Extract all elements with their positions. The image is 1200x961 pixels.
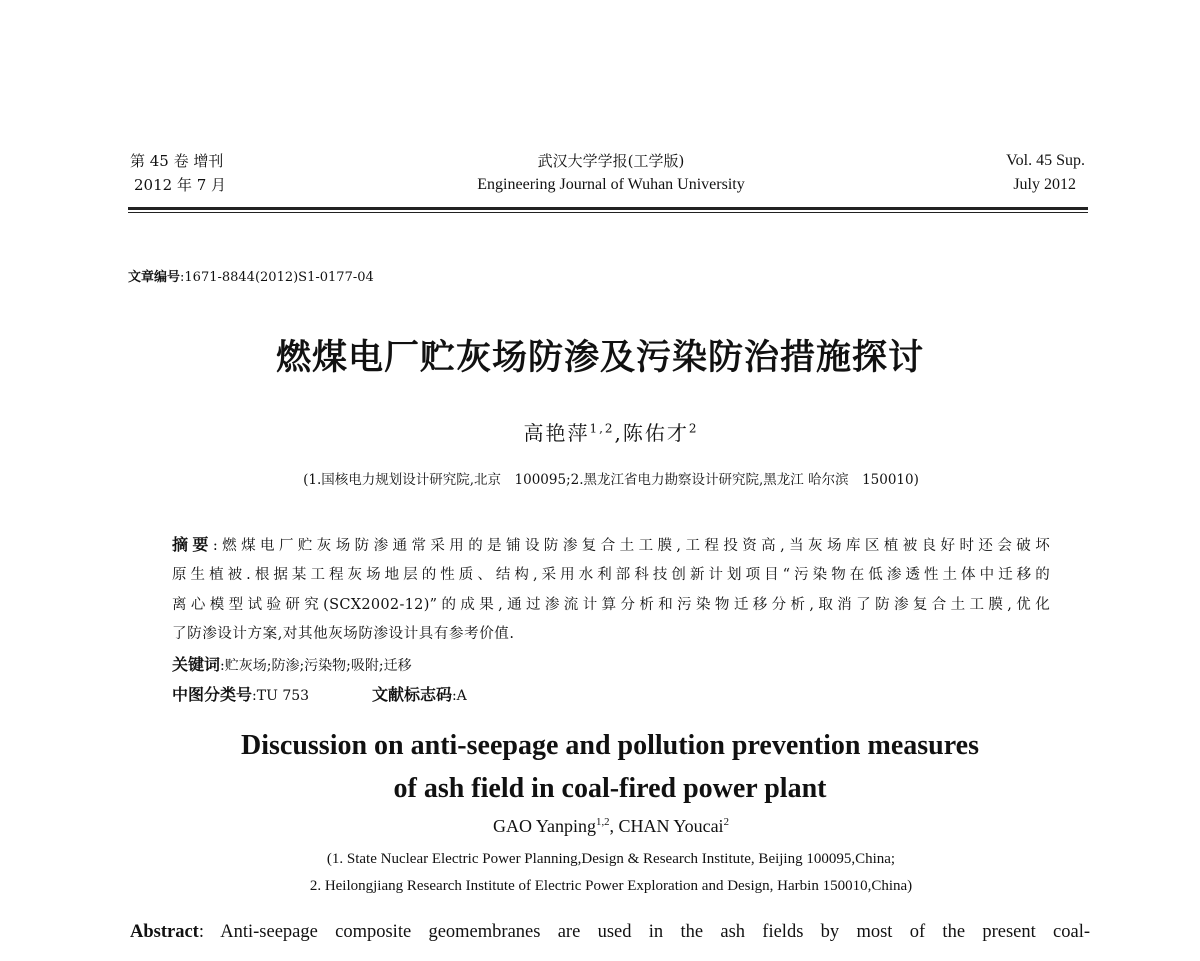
keywords-label: 关键词 — [172, 655, 221, 674]
classification-value: :TU 753 — [252, 688, 310, 704]
article-number — [128, 266, 374, 285]
cn-abstract-line-1 — [172, 532, 1050, 555]
author-2-affil: 2 — [688, 421, 699, 436]
author-2: 陈佑才 — [622, 421, 689, 445]
en-affiliation-line-1: (1. State Nuclear Electric Power Planning,Design & Research Institute, Beijing 100095,China; — [326, 851, 896, 867]
cn-abstract-line-3: 离心模型试验研究(SCX2002-12)”的成果,通过渗流计算分析和污染物迁移分析,取消了防渗复合土工膜,优化 — [172, 597, 1050, 613]
article-number-label: 文章编号 — [128, 270, 181, 285]
en-affiliation-line-2: 2. Heilongjiang Research Institute of Electric Power Exploration and Design, Harbin 150010,China) — [309, 878, 913, 894]
document-code-label: 文献标志码 — [371, 685, 452, 704]
article-number-value: :1671-8844(2012)S1-0177-04 — [180, 270, 374, 285]
keywords-value: :贮灰场;防渗;污染物;吸附;迁移 — [220, 658, 412, 674]
en-title-line-2: of ash field in coal-fired power plant — [393, 773, 827, 804]
en-abstract-line-1 — [130, 922, 1090, 943]
header-rule-thin — [128, 212, 1088, 213]
cn-abstract-line-4: 了防渗设计方案,对其他灰场防渗设计具有参考价值. — [172, 626, 515, 642]
author-separator: , — [614, 421, 623, 445]
volume-info-cn: 第 45 卷 增刊 — [130, 152, 224, 170]
cn-affiliation: (1.国核电力规划设计研究院,北京 100095;2.黑龙江省电力勘察设计研究院,黑龙江 哈尔滨 150010) — [303, 472, 919, 488]
en-abstract-text: : Anti-seepage composite geomembranes are used in the ash fields by most of the present coal- — [198, 922, 1090, 942]
en-author-1: GAO Yanping — [493, 816, 597, 836]
volume-info-en: Vol. 45 Sup. — [1006, 152, 1085, 169]
header-rule-thick — [128, 207, 1088, 210]
journal-name-cn: 武汉大学学报(工学版) — [537, 152, 685, 170]
en-author-1-affil: 1,2 — [596, 816, 610, 828]
cn-authors — [0, 417, 1200, 446]
cn-abstract-label: 摘要 — [172, 535, 213, 554]
en-author-2-affil: 2 — [723, 816, 729, 828]
classification — [172, 682, 467, 705]
en-title-line-1: Discussion on anti-seepage and pollution prevention measures — [241, 730, 979, 761]
date-cn: 2012 年 7 月 — [134, 176, 227, 194]
keywords — [172, 652, 412, 675]
en-author-2: CHAN Youcai — [618, 816, 724, 836]
en-author-separator: , — [609, 816, 619, 836]
cn-abstract-line-2: 原生植被.根据某工程灰场地层的性质、结构,采用水利部科技创新计划项目“污染物在低渗透性土体中迁移的 — [172, 567, 1050, 583]
en-authors — [0, 816, 1200, 837]
journal-name-en: Engineering Journal of Wuhan University — [477, 176, 745, 193]
en-abstract-label: Abstract — [130, 922, 199, 942]
date-en: July 2012 — [1013, 176, 1076, 193]
author-1-affil: 1,2 — [589, 421, 615, 436]
cn-title: 燃煤电厂贮灰场防渗及污染防治措施探讨 — [275, 338, 924, 378]
classification-label: 中图分类号 — [172, 685, 253, 704]
cn-abstract-text: :燃煤电厂贮灰场防渗通常采用的是铺设防渗复合土工膜,工程投资高,当灰场库区植被良好时还会破坏 — [212, 538, 1050, 554]
author-1: 高艳萍 — [523, 421, 590, 445]
document-code-value: :A — [451, 688, 467, 704]
